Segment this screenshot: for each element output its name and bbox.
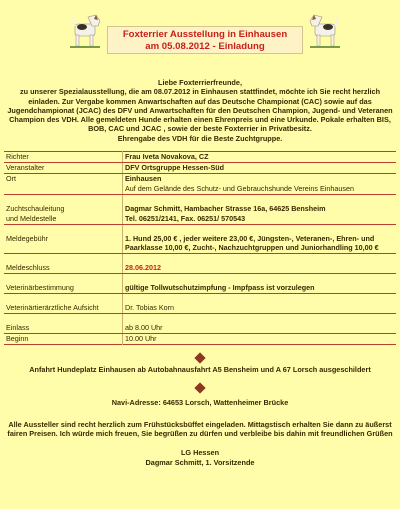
greeting: Liebe Foxterrierfreunde, bbox=[158, 78, 242, 87]
label-richter: Richter bbox=[4, 152, 123, 163]
title-box bbox=[107, 26, 303, 54]
label-einlass: Einlass bbox=[4, 323, 123, 333]
signature-name: Dagmar Schmitt, 1. Vorsitzende bbox=[145, 457, 255, 467]
row-veterinaerbestimmung bbox=[4, 283, 396, 293]
row-richter bbox=[4, 152, 396, 163]
label-aufsicht: Veterinärtierärztliche Aufsicht bbox=[4, 303, 123, 313]
value-meldegebuehr: 1. Hund 25,00 € , jeder weitere 23,00 €, Jüngsten-, Veteranen-, Ehren- und Paarklasse 10,00 €, Zucht-, Nachzuchtgruppen und Juniorhandling 10,00 € bbox=[123, 234, 397, 254]
label-zuchtschauleitung: Zuchtschauleitung bbox=[6, 203, 65, 213]
title-line-2: am 05.08.2012 - Einladung bbox=[145, 41, 265, 52]
value-ort-detail: Auf dem Gelände des Schutz- und Gebrauchshunde Vereins Einhausen bbox=[123, 184, 397, 194]
label-ort: Ort bbox=[6, 173, 16, 183]
signature-org: LG Hessen bbox=[180, 448, 220, 458]
info-table bbox=[4, 151, 396, 345]
closing-text: Alle Aussteller sind recht herzlich zum Frühstücksbüffet eingeladen. Mittagstisch erhalten Sie dann zu äußerst fairen Preisen. Ich würde mich freuen, Sie begrüßen zu dürfen und verbleibe bis dahin mit freundlichen Grüßen bbox=[7, 419, 393, 439]
header bbox=[4, 6, 396, 54]
foxterrier-image-right bbox=[304, 12, 344, 50]
row-einlass bbox=[4, 323, 396, 333]
diamond-bullet-icon bbox=[194, 352, 205, 363]
label-veterinaerbestimmung: Veterinärbestimmung bbox=[4, 283, 123, 293]
row-zuchtschauleitung bbox=[4, 204, 396, 214]
row-meldeschluss bbox=[4, 263, 396, 273]
value-einlass: ab 8.00 Uhr bbox=[123, 323, 397, 333]
value-richter: Frau Iveta Novakova, CZ bbox=[123, 152, 397, 163]
value-aufsicht: Dr. Tobias Korn bbox=[123, 303, 397, 313]
label-beginn: Beginn bbox=[6, 333, 29, 343]
row-meldegebuehr bbox=[4, 234, 396, 254]
row-ort bbox=[4, 173, 396, 183]
row-ort-detail bbox=[4, 184, 396, 194]
value-beginn: 10.00 Uhr bbox=[123, 333, 397, 344]
label-meldeschluss: Meldeschluss bbox=[4, 263, 123, 273]
label-meldestelle: und Meldestelle bbox=[4, 214, 123, 224]
foxterrier-image-left bbox=[66, 12, 106, 50]
row-veranstalter bbox=[4, 162, 396, 173]
value-zuchtschauleitung: Dagmar Schmitt, Hambacher Strasse 16a, 64625 Bensheim bbox=[123, 204, 397, 214]
row-aufsicht bbox=[4, 303, 396, 313]
label-meldegebuehr: Meldegebühr bbox=[4, 234, 123, 254]
label-veranstalter: Veranstalter bbox=[4, 162, 123, 173]
value-meldestelle: Tel. 06251/2141, Fax. 06251/ 570543 bbox=[123, 214, 397, 224]
value-veterinaerbestimmung: gültige Tollwutschutzimpfung - Impfpass ist vorzulegen bbox=[123, 283, 397, 293]
intro-closing-line: Ehrengabe des VDH für die Beste Zuchtgruppe. bbox=[117, 133, 283, 143]
intro-text bbox=[4, 78, 396, 143]
diamond-bullet-icon bbox=[194, 383, 205, 394]
anfahrt-text: Anfahrt Hundeplatz Einhausen ab Autobahnausfahrt A5 Bensheim und A 67 Lorsch ausgeschildert bbox=[29, 364, 371, 374]
row-meldestelle bbox=[4, 214, 396, 224]
value-meldeschluss: 28.06.2012 bbox=[123, 263, 397, 273]
row-beginn bbox=[4, 333, 396, 344]
intro-body: zu unserer Spezialausstellung, die am 08.07.2012 in Einhausen stattfindet, möchte ich Sie recht herzlich einladen. Zur Vergabe kommen Anwartschaften auf das Deutsche Championat (CAC) sowie auf das Jugendchampionat (JCAC) des DFV und Anwartschaften für den Deutschen Champion, Jugend- und Veteranen Champion des VDH. Alle gemeldeten Hunde erhalten einen Ehrenpreis und eine Urkunde. Pokale erhalten BIS, BOB, CAC und JCAC , sowie der beste Foxterrier in Privatbesitz. bbox=[7, 87, 393, 134]
title-line-1: Foxterrier Ausstellung in Einhausen bbox=[122, 29, 288, 40]
navi-address: Navi-Adresse: 64653 Lorsch, Wattenheimer Brücke bbox=[111, 398, 289, 408]
signature-block bbox=[4, 448, 396, 467]
value-ort: Einhausen bbox=[123, 173, 397, 183]
value-veranstalter: DFV Ortsgruppe Hessen-Süd bbox=[123, 162, 397, 173]
